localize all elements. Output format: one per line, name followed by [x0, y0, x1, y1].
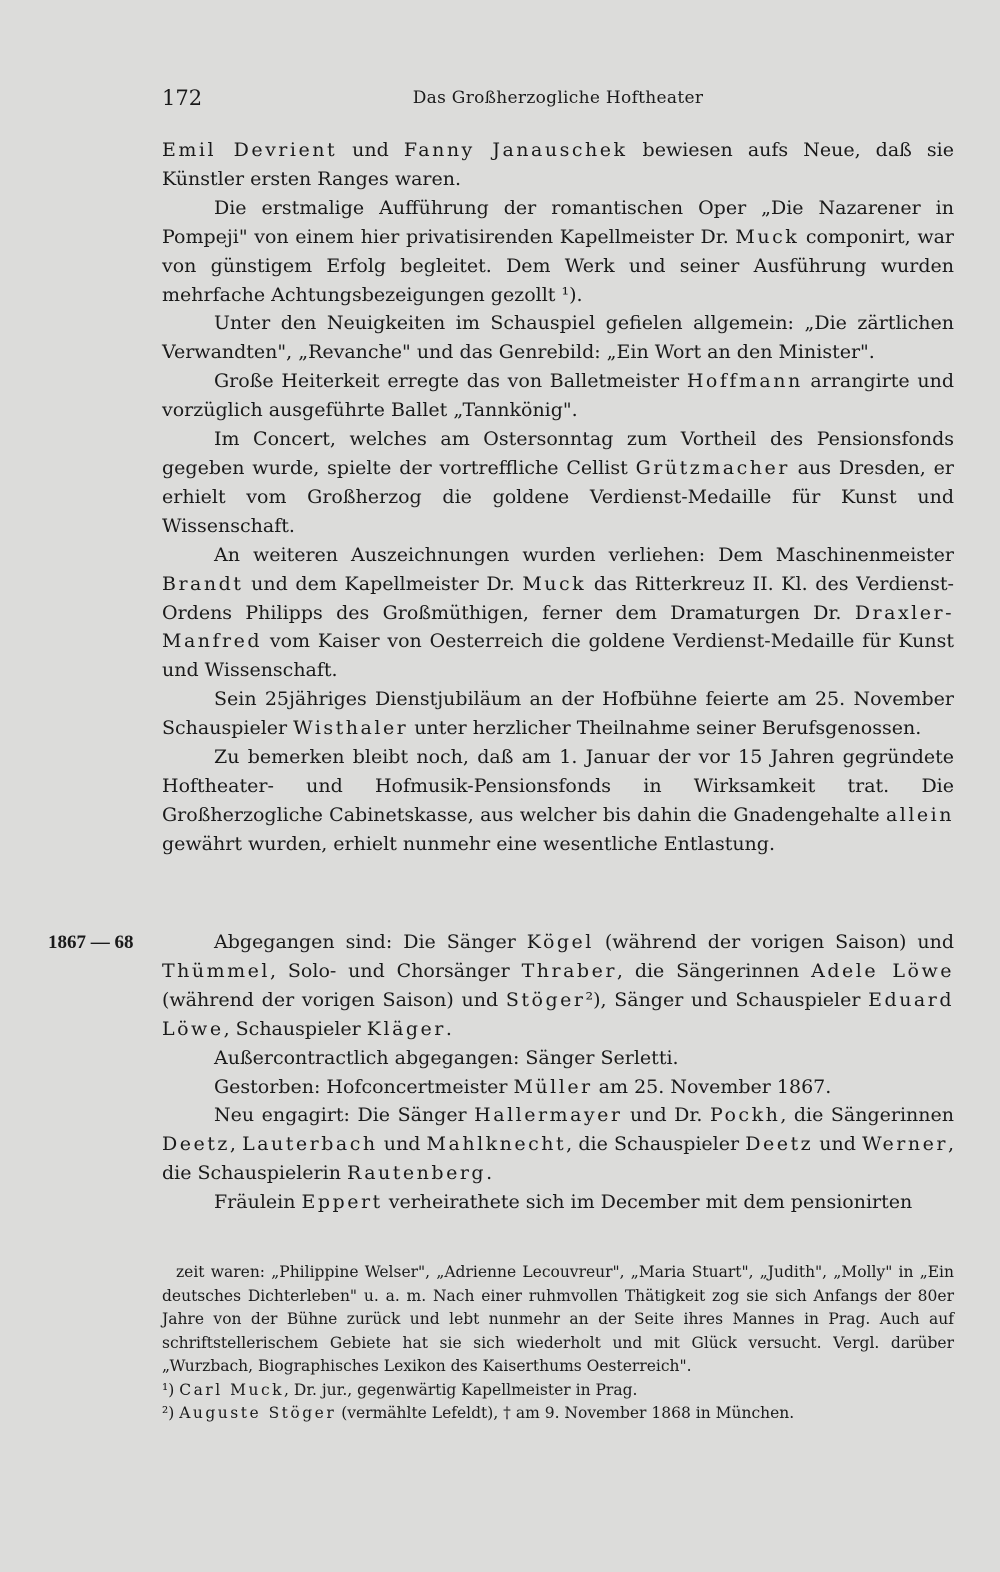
person-name: Muck [735, 225, 800, 248]
paragraph: Zu bemerken bleibt noch, daß am 1. Januar der vor 15 Jahren gegründete Hoftheater- und Hofmusik-Pensionsfonds in Wirksamkeit trat. Die Großherzogliche Cabinetskasse, aus welcher bis dahin die Gnadengehalte allein gewährt wurden, erhielt nunmehr eine wesentliche Entlastung. [162, 746, 954, 855]
person-name: Wisthaler [293, 717, 409, 740]
section-1867-68 [162, 928, 954, 1217]
person-name: Werner [862, 1133, 948, 1156]
person-name: Stöger [505, 988, 586, 1011]
running-title: Das Großherzogliche Hoftheater [412, 88, 704, 108]
paragraph: Abgegangen sind: Die Sänger Kögel (während der vorigen Saison) und Thümmel, Solo- und Chorsänger Thraber, die Sängerinnen Adele Löwe (während der vorigen Saison) und Stöger²), Sänger und Schauspieler Eduard Löwe, Schauspieler Kläger. [162, 931, 955, 1040]
footnote-2: ²) Auguste Stöger (vermählte Lefeldt), † am 9. November 1868 in München. [162, 1404, 795, 1422]
paragraph: Gestorben: Hofconcertmeister Müller am 25. November 1867. [214, 1075, 832, 1098]
person-name: Deetz [745, 1133, 814, 1156]
person-name: Auguste Stöger [179, 1404, 337, 1422]
paragraph: Emil Devrient und Fanny Janauschek bewiesen aufs Neue, daß sie Künstler ersten Ranges waren. [162, 139, 954, 190]
person-name: Hoffmann [686, 370, 803, 393]
person-name: Mahlknecht [426, 1133, 567, 1156]
person-name: Hallermayer [474, 1104, 623, 1127]
paragraph: Große Heiterkeit erregte das von Balletmeister Hoffmann arrangirte und vorzüglich ausgeführte Ballet „Tannkönig". [162, 370, 954, 422]
person-name: Eduard Löwe [162, 988, 954, 1040]
person-name: Thümmel [162, 959, 271, 982]
person-name: Grützmacher [635, 456, 790, 479]
person-name: Muck [522, 572, 587, 595]
person-name: Rautenberg [346, 1162, 487, 1185]
person-name: Serletti [600, 1046, 673, 1069]
person-name: Brandt [162, 572, 244, 595]
emphasis: allein [885, 803, 954, 826]
page-number: 172 [162, 86, 203, 110]
person-name: Kläger [366, 1017, 446, 1040]
person-name: Eppert [301, 1191, 383, 1214]
person-name: Deetz [162, 1133, 230, 1156]
season-year-label: 1867 — 68 [48, 932, 134, 953]
paragraph: An weiteren Auszeichnungen wurden verliehen: Dem Maschinenmeister Brandt und dem Kapellmeister Dr. Muck das Ritterkreuz II. Kl. des Verdienst-Ordens Philipps des Großmüthigen, ferner dem Dramaturgen Dr. Draxler-Manfred vom Kaiser von Oesterreich die goldene Verdienst-Medaille für Kunst und Wissenschaft. [162, 543, 954, 682]
person-name: Kögel [526, 931, 594, 953]
section-1866-67-continued [162, 136, 954, 859]
page-header [162, 86, 954, 116]
person-name: Lauterbach [242, 1133, 378, 1156]
paragraph: Sein 25jähriges Dienstjubiläum an der Hofbühne feierte am 25. November Schauspieler Wisthaler unter herzlicher Theilnahme seiner Berufsgenossen. [162, 688, 954, 740]
person-name: Carl Muck [179, 1380, 285, 1399]
paragraph: Im Concert, welches am Ostersonntag zum Vortheil des Pensionsfonds gegeben wurde, spielte der vortreffliche Cellist Grützmacher aus Dresden, er erhielt vom Großherzog die goldene Verdienst-Medaille für Kunst und Wissenschaft. [162, 428, 954, 537]
person-name: Fanny Janauschek [403, 139, 628, 161]
paragraph: Fräulein Eppert verheirathete sich im December mit dem pensionirten [214, 1191, 913, 1214]
person-name: Pockh [709, 1104, 781, 1127]
paragraph: Außercontractlich abgegangen: Sänger Serletti. [214, 1046, 679, 1069]
footnotes [162, 1261, 954, 1426]
footnote-1: ¹) Carl Muck, Dr. jur., gegenwärtig Kapellmeister in Prag. [162, 1380, 638, 1399]
person-name: Emil Devrient [162, 139, 338, 161]
person-name: Müller [513, 1075, 593, 1098]
person-name: Draxler-Manfred [162, 601, 954, 653]
paragraph: Neu engagirt: Die Sänger Hallermayer und Dr. Pockh, die Sängerinnen Deetz, Lauterbach und Mahlknecht, die Schauspieler Deetz und Werner, die Schauspielerin Rautenberg. [162, 1104, 955, 1185]
paragraph: Die erstmalige Aufführung der romantischen Oper „Die Nazarener in Pompeji" von einem hier privatisirenden Kapellmeister Dr. Muck componirt, war von günstigem Erfolg begleitet. Dem Werk und seiner Ausführung wurden mehrfache Achtungsbezeigungen gezollt ¹). [162, 196, 954, 306]
footnote-continuation: zeit waren: „Philippine Welser", „Adrienne Lecouvreur", „Maria Stuart", „Judith", „Molly" in „Ein deutsches Dichterleben" u. a. m. Nach einer ruhmvollen Thätigkeit zog sie sich Anfangs der 80er Jahre von der Bühne zurück und lebt nunmehr an der Seite ihres Mannes in Prag. Auch auf schriftstellerischem Gebiete hat sie sich wiederholt und mit Glück versucht. Vergl. darüber „Wurzbach, Biographisches Lexikon des Kaiserthums Oesterreich". [162, 1263, 954, 1375]
person-name: Adele Löwe [811, 959, 954, 982]
paragraph: Unter den Neuigkeiten im Schauspiel gefielen allgemein: „Die zärtlichen Verwandten", „Revanche" und das Genrebild: „Ein Wort an den Minister". [162, 312, 954, 364]
person-name: Thraber [521, 959, 617, 982]
